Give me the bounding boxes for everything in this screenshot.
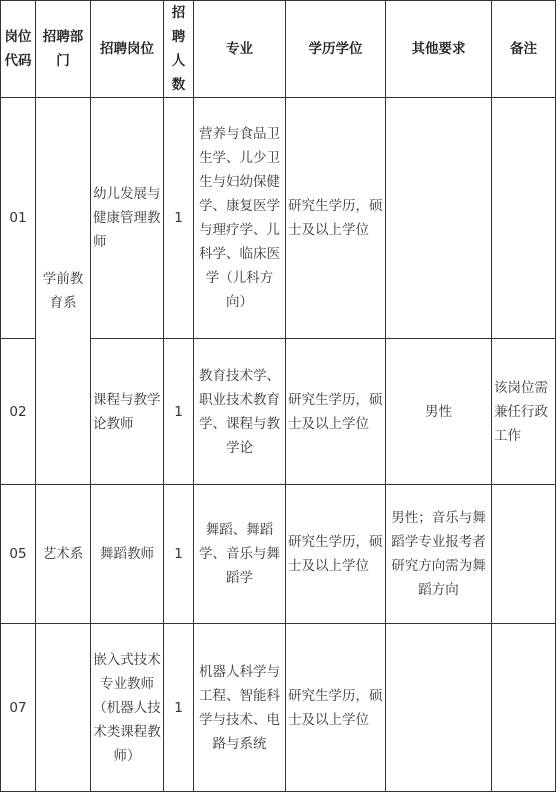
header-code: 岗位代码 bbox=[1, 1, 36, 98]
cell-education: 研究生学历，硕士及以上学位 bbox=[286, 624, 386, 792]
cell-remark bbox=[492, 98, 556, 339]
cell-other bbox=[386, 624, 492, 792]
cell-remark: 该岗位需兼任行政工作 bbox=[492, 339, 556, 485]
cell-post: 课程与教学论教师 bbox=[91, 339, 164, 485]
header-other: 其他要求 bbox=[386, 1, 492, 98]
cell-education: 研究生学历，硕士及以上学位 bbox=[286, 339, 386, 485]
cell-count: 1 bbox=[164, 339, 194, 485]
table-body bbox=[1, 98, 556, 792]
cell-post: 嵌入式技术专业教师（机器人技术类课程教师） bbox=[91, 624, 164, 792]
cell-dept bbox=[36, 624, 91, 792]
cell-code: 07 bbox=[1, 624, 36, 792]
header-education: 学历学位 bbox=[286, 1, 386, 98]
cell-code: 05 bbox=[1, 485, 36, 624]
table-row bbox=[1, 624, 556, 792]
table-row bbox=[1, 98, 556, 339]
header-major: 专业 bbox=[194, 1, 286, 98]
cell-count: 1 bbox=[164, 485, 194, 624]
header-dept: 招聘部门 bbox=[36, 1, 91, 98]
cell-other bbox=[386, 98, 492, 339]
cell-remark bbox=[492, 485, 556, 624]
header-remark: 备注 bbox=[492, 1, 556, 98]
cell-major: 教育技术学、职业技术教育学、课程与教学论 bbox=[194, 339, 286, 485]
cell-education: 研究生学历，硕士及以上学位 bbox=[286, 485, 386, 624]
cell-major: 营养与食品卫生学、儿少卫生与妇幼保健学、康复医学与理疗学、儿科学、临床医学（儿科方向） bbox=[194, 98, 286, 339]
header-count: 招聘人数 bbox=[164, 1, 194, 98]
cell-major: 机器人科学与工程、智能科学与技术、电路与系统 bbox=[194, 624, 286, 792]
cell-dept: 学前教育系 bbox=[36, 98, 91, 485]
table-row bbox=[1, 485, 556, 624]
table-header bbox=[1, 1, 556, 98]
cell-post: 幼儿发展与健康管理教师 bbox=[91, 98, 164, 339]
cell-count: 1 bbox=[164, 98, 194, 339]
cell-other: 男性 bbox=[386, 339, 492, 485]
cell-post: 舞蹈教师 bbox=[91, 485, 164, 624]
cell-major: 舞蹈、舞蹈学、音乐与舞蹈学 bbox=[194, 485, 286, 624]
cell-education: 研究生学历，硕士及以上学位 bbox=[286, 98, 386, 339]
cell-code: 02 bbox=[1, 339, 36, 485]
header-post: 招聘岗位 bbox=[91, 1, 164, 98]
cell-code: 01 bbox=[1, 98, 36, 339]
cell-other: 男性；音乐与舞蹈学专业报考者研究方向需为舞蹈方向 bbox=[386, 485, 492, 624]
cell-count: 1 bbox=[164, 624, 194, 792]
cell-remark bbox=[492, 624, 556, 792]
cell-dept: 艺术系 bbox=[36, 485, 91, 624]
